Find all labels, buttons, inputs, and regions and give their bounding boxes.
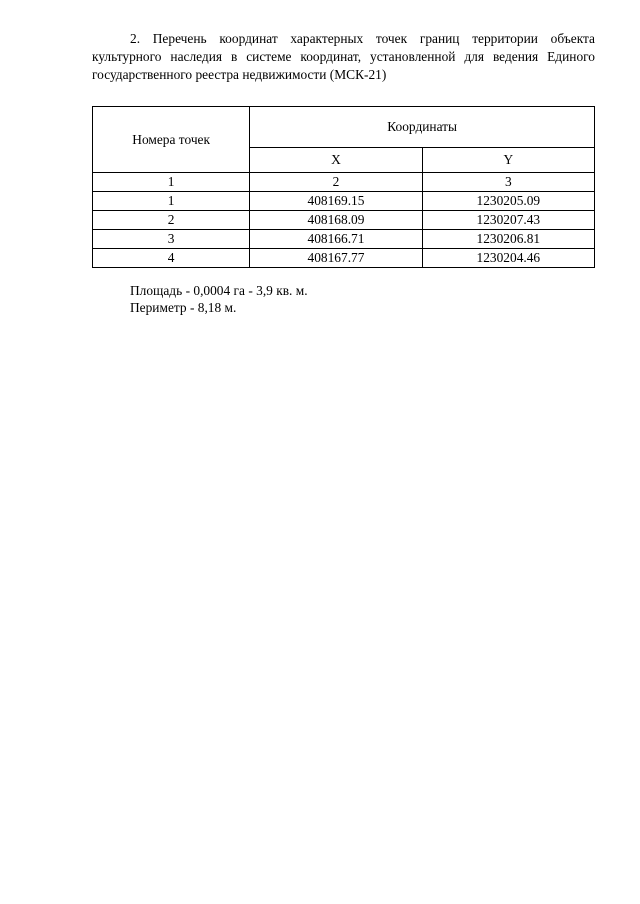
- header-y: Y: [422, 148, 594, 173]
- y-cell: 1230205.09: [422, 192, 594, 211]
- numbering-row: [93, 173, 595, 192]
- y-cell: 1230204.46: [422, 249, 594, 268]
- numbering-cell: 2: [250, 173, 422, 192]
- numbering-cell: 3: [422, 173, 594, 192]
- table-row: [93, 230, 595, 249]
- header-coordinates: Координаты: [250, 107, 595, 148]
- section-heading: 2. Перечень координат характерных точек границ территории объекта культурного наследия в системе координат, установленной для ведения Единого государственного реестра недвижимости (МСК-21): [92, 31, 595, 82]
- numbering-cell: 1: [93, 173, 250, 192]
- x-cell: 408166.71: [250, 230, 422, 249]
- y-cell: 1230206.81: [422, 230, 594, 249]
- x-cell: 408168.09: [250, 211, 422, 230]
- x-cell: 408169.15: [250, 192, 422, 211]
- header-x: X: [250, 148, 422, 173]
- perimeter-text: Периметр - 8,18 м.: [130, 300, 237, 315]
- table-row: [93, 249, 595, 268]
- document-page: [92, 30, 595, 316]
- table-header-row: [93, 107, 595, 148]
- point-cell: 1: [93, 192, 250, 211]
- summary-block: [92, 282, 595, 316]
- x-cell: 408167.77: [250, 249, 422, 268]
- table-row: [93, 192, 595, 211]
- header-points: Номера точек: [93, 107, 250, 173]
- area-text: Площадь - 0,0004 га - 3,9 кв. м.: [130, 283, 308, 298]
- y-cell: 1230207.43: [422, 211, 594, 230]
- point-cell: 3: [93, 230, 250, 249]
- point-cell: 4: [93, 249, 250, 268]
- point-cell: 2: [93, 211, 250, 230]
- coordinates-table: [92, 106, 595, 268]
- table-row: [93, 211, 595, 230]
